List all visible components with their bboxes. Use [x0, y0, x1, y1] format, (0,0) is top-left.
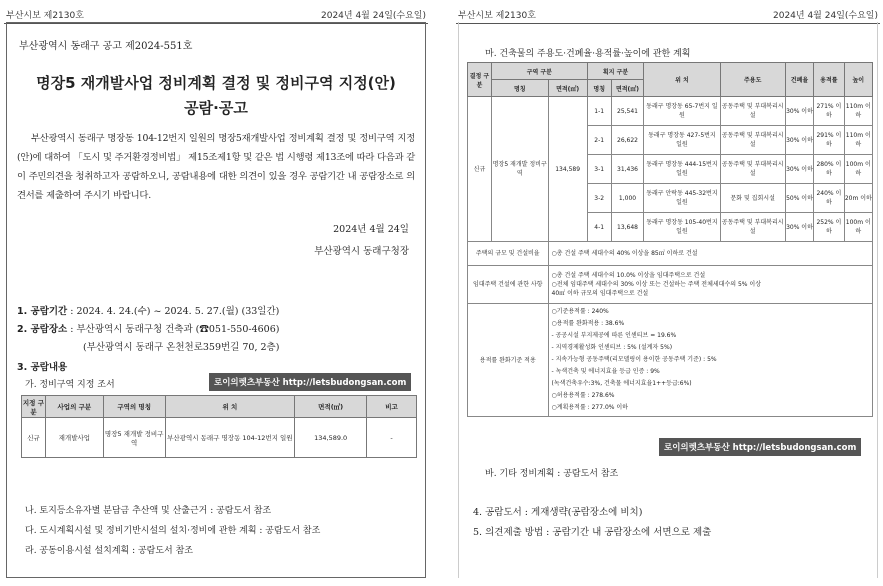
title-line-1: 명장5 재개발사업 정비계획 결정 및 정비구역 지정(안) [36, 74, 396, 92]
cell-zone-name: 명장5 재개발 정비구역 [103, 418, 165, 458]
gazette-issue: 부산시보 제2130호 [6, 11, 84, 21]
notice-signer: 부산광역시 동래구청장 [314, 246, 409, 257]
table-header-row [22, 396, 417, 418]
cell-use: 문화 및 집회시설 [720, 184, 785, 213]
cell-far-label: 용적률 완화기준 적용 [468, 304, 549, 417]
section-ma: 마. 건축물의 주용도·건폐율·용적률·높이에 관한 계획 [485, 49, 691, 59]
table-row-rental [468, 266, 873, 304]
gazette-issue: 부산시보 제2130호 [458, 11, 536, 21]
item-ra: 라. 공동이용시설 설치계획 : 공람도서 참조 [25, 546, 193, 556]
th-zone-name: 구역의 명칭 [103, 396, 165, 418]
th-decision: 지정 구분 [22, 396, 46, 418]
notice-frame [458, 22, 878, 578]
cell-location: 동래구 안락동 445-32번지 일원 [644, 184, 720, 213]
th-bcr: 건폐율 [785, 63, 813, 97]
cell-bcr: 30% 이하 [785, 126, 813, 155]
far-line: - 지속가능형 공동주택(리모델링이 용이한 공동주택 기준) : 5% [551, 356, 717, 363]
th-zone-area: 면적(㎡) [548, 80, 587, 97]
cell-housing-label: 주택의 규모 및 건설비율 [468, 242, 549, 266]
notice-frame [6, 22, 426, 578]
watermark-banner: 로이의렛츠부동산 http://letsbudongsan.com [659, 438, 861, 456]
rental-line: ○전체 임대주택 세대수의 30% 이상 또는 건설하는 주택 전체세대수의 5% 이상 [551, 281, 761, 288]
cell-far: 240% 이하 [814, 184, 844, 213]
far-line: ○계획용적률 : 277.0% 이하 [551, 404, 628, 411]
cell-project: 재개발사업 [45, 418, 103, 458]
item-na: 나. 토지등소유자별 분담금 추산액 및 산출근거 : 공람도서 참조 [25, 506, 272, 516]
section-ba: 바. 기타 정비계획 : 공람도서 참조 [485, 469, 619, 479]
th-decision: 결정 구분 [468, 63, 492, 97]
cell-decision: 신규 [468, 97, 492, 242]
cell-bcr: 30% 이하 [785, 97, 813, 126]
gazette-date: 2024년 4월 24일(수요일) [321, 11, 426, 21]
section-place-label: 2. 공람장소 [17, 324, 68, 335]
cell-rental-label: 임대주택 건설에 관한 사항 [468, 266, 549, 304]
section-period-text: : 2024. 4. 24.(수) ~ 2024. 5. 27.(월) (33일간) [70, 306, 280, 317]
cell-location: 부산광역시 동래구 명장동 104-12번지 일원 [165, 418, 295, 458]
cell-height: 20m 이하 [844, 184, 872, 213]
th-use: 주용도 [720, 63, 785, 97]
th-project: 사업의 구분 [45, 396, 103, 418]
cell-far: 280% 이하 [814, 155, 844, 184]
cell-use: 공동주택 및 부대복리시설 [720, 213, 785, 242]
cell-height: 110m 이하 [844, 126, 872, 155]
far-line: ○허용용적률 : 278.6% [551, 392, 615, 399]
cell-housing-text: ○총 건설 주택 세대수의 40% 이상을 85㎡ 이하로 건설 [548, 242, 872, 266]
cell-lot: 3-1 [587, 155, 611, 184]
cell-lot-area: 31,436 [611, 155, 644, 184]
cell-use: 공동주택 및 부대복리시설 [720, 97, 785, 126]
cell-location: 동래구 명장동 105-40번지 일원 [644, 213, 720, 242]
subsection-ga: 가. 정비구역 지정 조서 [25, 380, 115, 390]
table-row [468, 97, 873, 126]
cell-remarks: - [367, 418, 417, 458]
watermark-banner: 로이의렛츠부동산 http://letsbudongsan.com [209, 373, 411, 391]
rental-line: ○총 건설 주택 세대수의 10.0% 이상을 임대주택으로 건설 [551, 272, 706, 279]
th-height: 높이 [844, 63, 872, 97]
section-content-label: 3. 공람내용 [17, 362, 68, 373]
section-place-text: : 부산광역시 동래구청 건축과 (☎051-550-4606) [70, 324, 280, 335]
cell-height: 100m 이하 [844, 213, 872, 242]
cell-use: 공동주택 및 부대복리시설 [720, 155, 785, 184]
cell-location: 동래구 명장동 65-7번지 일원 [644, 97, 720, 126]
cell-zone-name: 명장5 재개발 정비구역 [491, 97, 548, 242]
section-content [17, 359, 67, 373]
section-period-label: 1. 공람기간 [17, 306, 68, 317]
table-row-housing [468, 242, 873, 266]
cell-area: 134,589.0 [295, 418, 367, 458]
title-line-2: 공람·공고 [184, 99, 248, 117]
cell-lot: 2-1 [587, 126, 611, 155]
gazette-date: 2024년 4월 24일(수요일) [773, 11, 878, 21]
cell-height: 110m 이하 [844, 97, 872, 126]
notice-date: 2024년 4월 24일 [333, 224, 409, 235]
far-line: (녹색건축우수:3%, 건축물 에너지효율1++등급:6%) [551, 380, 692, 387]
cell-far: 271% 이하 [814, 97, 844, 126]
th-lot-area: 면적(㎡) [611, 80, 644, 97]
cell-bcr: 50% 이하 [785, 184, 813, 213]
th-location: 위 치 [644, 63, 720, 97]
building-plan-table [467, 62, 873, 417]
cell-lot-area: 13,648 [611, 213, 644, 242]
cell-lot-area: 26,622 [611, 126, 644, 155]
notice-title [7, 71, 425, 121]
cell-lot-area: 25,541 [611, 97, 644, 126]
cell-zone-area: 134,589 [548, 97, 587, 242]
section-place [17, 321, 279, 335]
th-lot: 획지 구분 [587, 63, 644, 80]
cell-far: 291% 이하 [814, 126, 844, 155]
notice-number: 부산광역시 동래구 공고 제2024-551호 [19, 41, 193, 52]
section-4-documents: 4. 공람도서 : 게재생략(공람장소에 비치) [473, 507, 643, 518]
section-5-submission: 5. 의견제출 방법 : 공람기간 내 공람장소에 서면으로 제출 [473, 527, 712, 538]
item-da: 다. 도시계획시설 및 정비기반시설의 설치·정비에 관한 계획 : 공람도서 참조 [25, 526, 321, 536]
cell-lot: 3-2 [587, 184, 611, 213]
th-location: 위 치 [165, 396, 295, 418]
cell-location: 동래구 명장동 427-5번지 일원 [644, 126, 720, 155]
section-period [17, 303, 279, 317]
cell-location: 동래구 명장동 444-15번지 일원 [644, 155, 720, 184]
cell-far-text [548, 304, 872, 417]
zone-designation-table [21, 395, 417, 458]
far-line: ○기준용적률 : 240% [551, 308, 609, 315]
cell-lot: 1-1 [587, 97, 611, 126]
th-remarks: 비고 [367, 396, 417, 418]
cell-bcr: 30% 이하 [785, 213, 813, 242]
left-page [4, 8, 428, 578]
th-area: 면적(㎡) [295, 396, 367, 418]
right-page [456, 8, 880, 578]
cell-height: 100m 이하 [844, 155, 872, 184]
table-header-row [468, 63, 873, 80]
table-row [22, 418, 417, 458]
far-line: - 녹색건축 및 에너지효율 등급 인증 : 9% [551, 368, 660, 375]
cell-use: 공동주택 및 부대복리시설 [720, 126, 785, 155]
cell-decision: 신규 [22, 418, 46, 458]
far-line: - 지역경제활성화 인센티브 : 5% (설계자 5%) [551, 344, 673, 351]
cell-lot: 4-1 [587, 213, 611, 242]
th-zone: 구역 구분 [491, 63, 587, 80]
far-line: ○용적률 완화적용 : 38.6% [551, 320, 625, 327]
rental-line: 40㎡ 이하 규모의 임대주택으로 건설 [551, 290, 649, 297]
cell-rental-text [548, 266, 872, 304]
section-place-address: (부산광역시 동래구 온천천로359번길 70, 2층) [83, 342, 280, 353]
th-far: 용적률 [814, 63, 844, 97]
table-row-far [468, 304, 873, 417]
cell-lot-area: 1,000 [611, 184, 644, 213]
far-line: - 공공시설 부지제공에 따른 인센티브 = 19.6% [551, 332, 677, 339]
cell-bcr: 30% 이하 [785, 155, 813, 184]
th-lot-name: 명칭 [587, 80, 611, 97]
notice-body: 부산광역시 동래구 명장동 104-12번지 일원의 명장5재개발사업 정비계획 결정 및 정비구역 지정(안)에 대하여 「도시 및 주거환경정비법」 제15조제1항 및 같은 법 시행령 제13조에 따라 다음과 같이 주민의견을 청취하고자 공람하오니, 공람내용에 대한 의견이 있을 경우 공람기간 내 공람장소로 의견서를 제출하여 주시기 바랍니다. [17, 133, 415, 201]
th-zone-name: 명칭 [491, 80, 548, 97]
cell-far: 252% 이하 [814, 213, 844, 242]
